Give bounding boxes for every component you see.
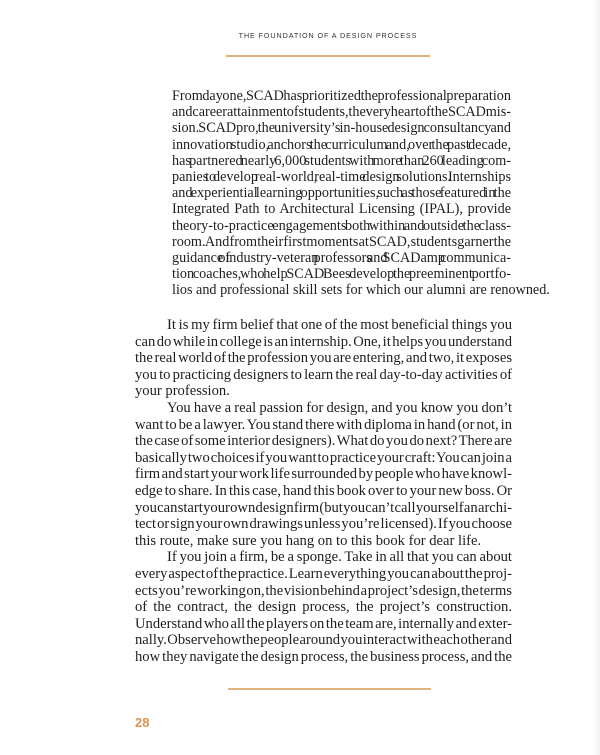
sidebar-line: innovation studio, anchors the curriculum and, over the past decade,: [172, 136, 511, 153]
sidebar-line: and career attainment of students, the very heart of the SCAD mis-: [172, 104, 511, 121]
running-header: THE FOUNDATION OF A DESIGN PROCESS: [238, 31, 418, 40]
text-line: can do while in college is an internship. One, it helps you understand: [135, 333, 512, 350]
sidebar-line: Integrated Path to Architectural Licensing (IPAL), provide: [172, 201, 511, 218]
text-line: the real world of the profession you are entering, and two, it exposes: [135, 350, 512, 367]
text-line: how they navigate the design process, the business process, and the: [135, 648, 512, 665]
text-line: every aspect of the practice. Learn everything you can about the proj-: [135, 565, 512, 582]
sidebar-line: and experiential learning opportunities, such as those featured in the: [172, 185, 511, 202]
sidebar-line: has partnered nearly 6,000 students with more than 260 leading com-: [172, 152, 511, 169]
sidebar-line: room. And from their first moments at SCAD, students garner the: [172, 233, 511, 250]
paragraph: [135, 317, 512, 400]
sidebar-line: lios and professional skill sets for which our alumni are renowned.: [172, 282, 550, 299]
text-line: ects you’re working on, the vision behind a project’s design, the terms: [135, 582, 512, 599]
sidebar-line: From day one, SCAD has prioritized the professional preparation: [172, 88, 511, 104]
text-line: If you join a firm, be a sponge. Take in all that you can about: [167, 549, 512, 566]
text-line: tect or sign your own drawings unless you’re licensed). If you choose: [135, 516, 512, 533]
paragraph: [135, 549, 512, 665]
text-line: edge to share. In this case, hand this book over to your new boss. Or: [135, 482, 512, 499]
page-number: 28: [135, 715, 150, 730]
text-line: the case of some interior designers). What do you do next? There are: [135, 433, 512, 450]
text-line: of the contract, the design process, the project’s construction.: [135, 599, 512, 616]
sidebar-line: guidance of industry-veteran professors and SCADamp communica-: [172, 250, 511, 267]
sidebar-callout: [172, 88, 550, 299]
paragraph: [135, 400, 512, 549]
sidebar-line: theory-to-practice engagements both within and outside the class-: [172, 217, 511, 234]
sidebar-line: panies to develop real-world, real-time design solutions. Internships: [172, 169, 511, 186]
text-line: nally. Observe how the people around you interact with each other and: [135, 632, 512, 649]
sidebar-line: tion coaches, who help SCAD Bees develop the preeminent portfo-: [172, 266, 511, 283]
body-text: [135, 317, 512, 665]
text-line: firm and start your work life surrounded by people who have knowl-: [135, 466, 512, 483]
header-rule: [226, 55, 430, 57]
footer-rule: [228, 688, 431, 690]
text-line: You have a real passion for design, and you know you don’t: [167, 399, 512, 416]
text-line: Understand who all the players on the team are, internally and exter-: [135, 615, 512, 632]
text-line: this route, make sure you hang on to this book for dear life.: [135, 532, 482, 549]
text-line: you can start your own design firm (but you can’t call yourself an archi-: [135, 499, 512, 516]
text-line: It is my firm belief that one of the most beneficial things you: [167, 317, 512, 333]
sidebar-line: sion. SCADpro, the university’s in-house design consultancy and: [172, 120, 511, 137]
text-line: want to be a lawyer. You stand there with diploma in hand (or not, in: [135, 416, 512, 433]
text-line: you to practicing designers to learn the real day-to-day activities of: [135, 366, 512, 383]
text-line: basically two choices if you want to practice your craft: You can join a: [135, 449, 512, 466]
page-edge: [592, 0, 600, 755]
text-line: your profession.: [135, 383, 230, 400]
